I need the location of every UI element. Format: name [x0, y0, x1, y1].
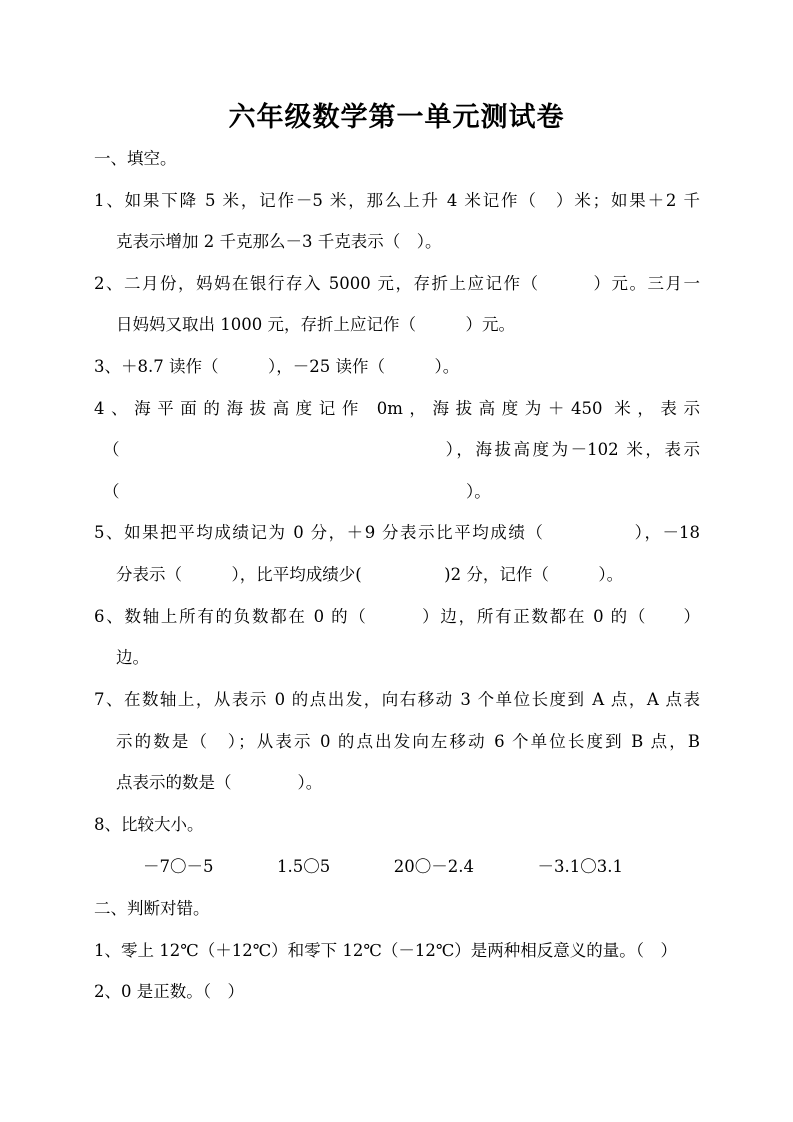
q7-line1: 7、在数轴上，从表示 0 的点出发，向右移动 3 个单位长度到 A 点，A 点表 [94, 690, 700, 709]
compare-item: －7〇－5 [143, 857, 214, 876]
q5-line1: 5、如果把平均成绩记为 0 分，＋9 分表示比平均成绩（ ），－18 [94, 523, 700, 542]
q5-line2: 分表示（ ），比平均成绩少( )2 分，记作（ ）。 [116, 565, 624, 584]
q8-compare-row [143, 856, 623, 878]
q6-line1: 6、数轴上所有的负数都在 0 的（ ）边，所有正数都在 0 的（ ） [94, 607, 700, 626]
q2-line1: 2、二月份，妈妈在银行存入 5000 元，存折上应记作（ ）元。三月一 [94, 274, 700, 293]
q8-line1: 8、比较大小。 [94, 815, 204, 834]
q3-line1: 3、＋8.7 读作（ ），－25 读作（ ）。 [94, 357, 460, 376]
judge-q2: 2、0 是正数。（ ） [94, 982, 244, 1001]
section1-heading: 一、填空。 [94, 149, 177, 168]
q4-line2: （ ），海拔高度为－102 米，表示 [103, 440, 700, 459]
q4-line1: 4、海平面的海拔高度记作 0m，海拔高度为＋450 米，表示 [94, 399, 700, 418]
q1-line1: 1、如果下降 5 米，记作－5 米，那么上升 4 米记作（ ）米；如果＋2 千 [94, 191, 700, 210]
q6-line2: 边。 [116, 648, 149, 667]
q7-line2: 示的数是（ ）；从表示 0 的点出发向左移动 6 个单位长度到 B 点，B [116, 732, 700, 751]
section2-heading: 二、判断对错。 [94, 899, 210, 918]
q7-line3: 点表示的数是（ ）。 [116, 773, 323, 792]
q2-line2: 日妈妈又取出 1000 元，存折上应记作（ ）元。 [116, 315, 515, 334]
judge-q1: 1、零上 12℃（＋12℃）和零下 12℃（－12℃）是两种相反意义的量。（ ） [94, 941, 678, 960]
q1-line2: 克表示增加 2 千克那么－3 千克表示（ ）。 [116, 232, 442, 251]
page-title: 六年级数学第一单元测试卷 [228, 102, 565, 133]
q4-line3: （ ）。 [103, 482, 491, 501]
compare-item: 1.5〇5 [277, 857, 331, 876]
compare-item: －3.1〇3.1 [537, 857, 623, 876]
compare-item: 20〇－2.4 [393, 857, 474, 876]
